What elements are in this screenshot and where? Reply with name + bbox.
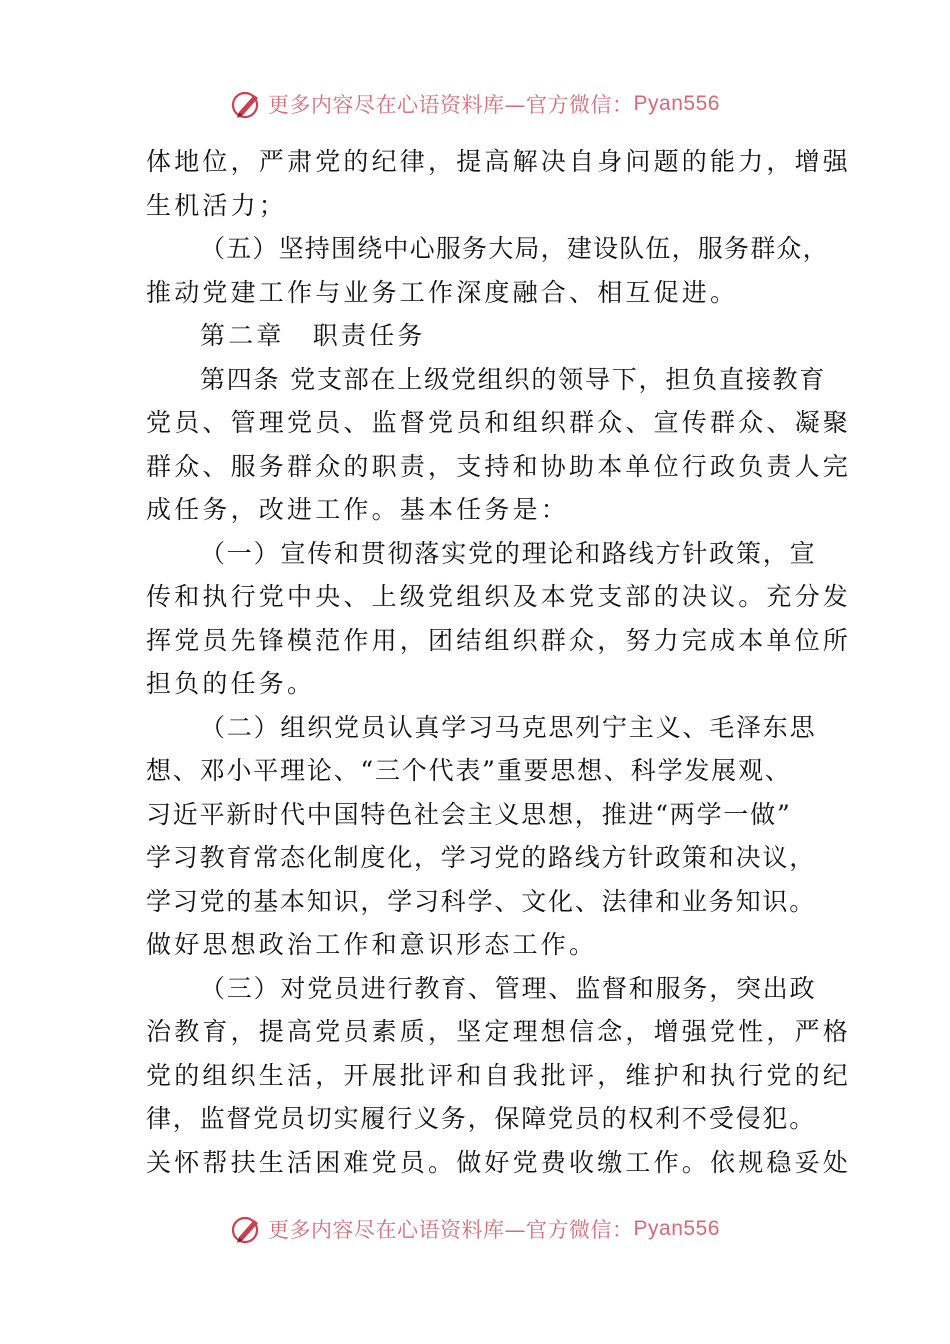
body-line: 学习教育常态化制度化，学习党的路线方针政策和决议， bbox=[146, 843, 817, 872]
watermark-text: 更多内容尽在心语资料库—官方微信： bbox=[268, 93, 634, 117]
body-line: 律，监督党员切实履行义务，保障党员的权利不受侵犯。 bbox=[146, 1104, 817, 1133]
body-line: （三）对党员进行教育、管理、监督和服务，突出政 bbox=[200, 973, 817, 1003]
document-body bbox=[146, 140, 852, 1184]
body-line: 关怀帮扶生活困难党员。做好党费收缴工作。依规稳妥处 bbox=[146, 1147, 852, 1177]
pen-logo-icon bbox=[230, 1212, 264, 1246]
body-line: 做好思想政治工作和意识形态工作。 bbox=[146, 930, 598, 959]
body-line: 挥党员先锋模范作用，团结组织群众，努力完成本单位所 bbox=[146, 625, 852, 655]
body-line: 传和执行党中央、上级党组织及本党支部的决议。充分发 bbox=[146, 582, 852, 611]
body-line: 推动党建工作与业务工作深度融合、相互促进。 bbox=[146, 277, 739, 307]
watermark-text: 更多内容尽在心语资料库—官方微信： bbox=[268, 1218, 634, 1242]
body-line: 习近平新时代中国特色社会主义思想，推进“两学一做” bbox=[146, 799, 792, 829]
body-line: 体地位，严肃党的纪律，提高解决自身问题的能力，增强 bbox=[146, 147, 852, 176]
body-line: （五）坚持围绕中心服务大局，建设队伍，服务群众， bbox=[200, 234, 829, 263]
watermark-wechat-id: Pyan556 bbox=[633, 92, 720, 115]
body-line: 成任务，改进工作。基本任务是： bbox=[146, 495, 570, 524]
body-line: 担负的任务。 bbox=[146, 669, 316, 698]
body-line: 党员、管理党员、监督党员和组织群众、宣传群众、凝聚 bbox=[146, 408, 852, 437]
pen-logo-icon bbox=[230, 87, 264, 121]
watermark-wechat-id: Pyan556 bbox=[633, 1217, 720, 1240]
watermark-footer bbox=[0, 1211, 950, 1247]
body-line: 想、邓小平理论、“三个代表”重要思想、科学发展观、 bbox=[146, 756, 792, 785]
body-line: 党的组织生活，开展批评和自我批评，维护和执行党的纪 bbox=[146, 1060, 852, 1090]
watermark-header bbox=[0, 86, 950, 122]
body-line: 生机活力； bbox=[146, 190, 288, 220]
body-line: （一）宣传和贯彻落实党的理论和路线方针政策，宣 bbox=[200, 538, 817, 568]
article-heading: 第四条 党支部在上级党组织的领导下，担负直接教育 bbox=[200, 364, 827, 394]
body-line: 治教育，提高党员素质，坚定理想信念，增强党性，严格 bbox=[146, 1017, 852, 1046]
body-line: 学习党的基本知识，学习科学、文化、法律和业务知识。 bbox=[146, 886, 817, 916]
body-line: 群众、服务群众的职责，支持和协助本单位行政负责人完 bbox=[146, 451, 852, 481]
chapter-heading: 第二章 职责任务 bbox=[200, 321, 426, 350]
body-line: （二）组织党员认真学习马克思列宁主义、毛泽东思 bbox=[200, 712, 817, 742]
